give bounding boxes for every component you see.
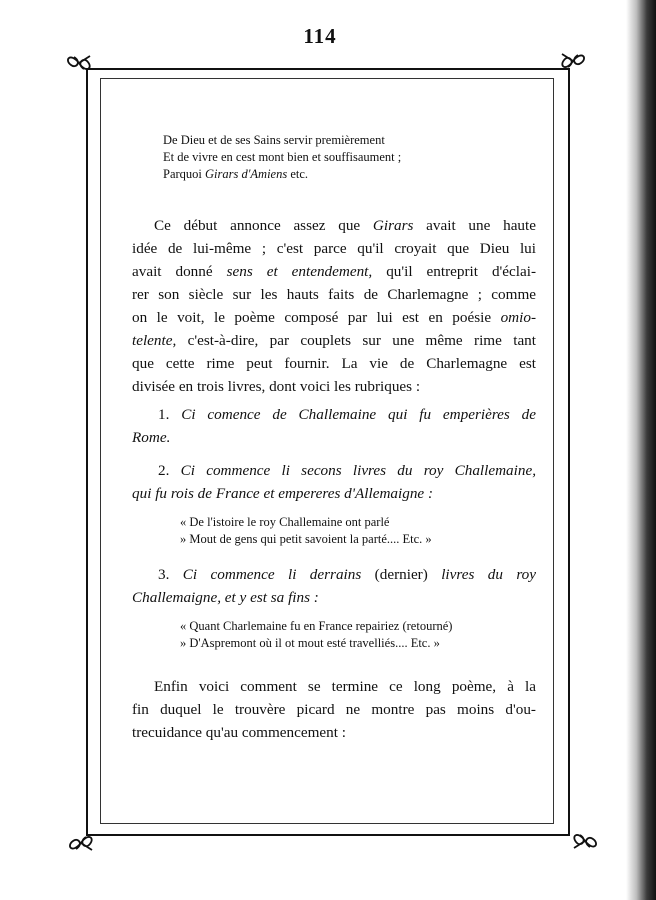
verse-line: Et de vivre en cest mont bien et souffisaument ; [163,150,402,164]
corner-ornament-top-left [62,46,96,80]
verse-line: De Dieu et de ses Sains servir premièrement [163,133,385,147]
corner-ornament-bottom-right [568,824,602,858]
rubric-line: Challemaigne, et y est sa fins : [132,589,319,606]
corner-ornament-bottom-left [64,826,98,860]
paragraph-line: idée de lui-même ; c'est parce qu'il croyait que Dieu lui [132,240,536,257]
paragraph-line: Ce début annonce assez que Girars avait une haute [154,217,536,234]
rubric-line: qui fu rois de France et empereres d'Allemaigne : [132,485,434,502]
rubric-3 [132,563,536,609]
rubric-line: Rome. [132,429,171,446]
verse-quote-1 [163,132,552,183]
verse-quote-2 [180,514,552,548]
corner-ornament-top-right [556,44,590,78]
paragraph-line: telente, c'est-à-dire, par couplets sur une même rime tant [132,332,536,349]
verse-quote-3 [180,618,552,652]
verse-line: Parquoi Girars d'Amiens etc. [163,167,309,181]
paragraph-2 [132,675,536,744]
paragraph-line: avait donné sens et entendement, qu'il entreprit d'éclai- [132,263,537,280]
paragraph-line: divisée en trois livres, dont voici les rubriques : [132,378,421,395]
verse-line: » D'Aspremont où il ot mout esté travelliés.... Etc. » [180,636,440,650]
verse-line: » Mout de gens qui petit savoient la parté.... Etc. » [180,532,432,546]
rubric-line: 1. Ci comence de Challemaine qui fu emperières de [158,406,536,423]
rubric-1 [132,403,536,449]
paragraph-line: on le voit, le poème composé par lui est en poésie omio- [132,309,536,326]
verse-line: « De l'istoire le roy Challemaine ont parlé [180,515,390,529]
paragraph-line: fin duquel le trouvère picard ne montre pas moins d'ou- [132,701,536,718]
verse-line: « Quant Charlemaine fu en France repairiez (retourné) [180,619,453,633]
paragraph-line: trecuidance qu'au commencement : [132,724,346,741]
rubric-line: 3. Ci commence li derrains (dernier) livres du roy [158,566,537,583]
rubric-line: 2. Ci commence li secons livres du roy Challemaine, [158,462,537,479]
paragraph-line: que cette rime peut fournir. La vie de Charlemagne est [132,355,536,372]
paragraph-1 [132,214,536,398]
paragraph-line: Enfin voici comment se termine ce long poème, à la [154,678,536,695]
rubric-2 [132,459,536,505]
page-edge-shadow [626,0,656,900]
page-number: 114 [303,24,337,48]
paragraph-line: rer son siècle sur les hauts faits de Charlemagne ; comme [132,286,536,303]
